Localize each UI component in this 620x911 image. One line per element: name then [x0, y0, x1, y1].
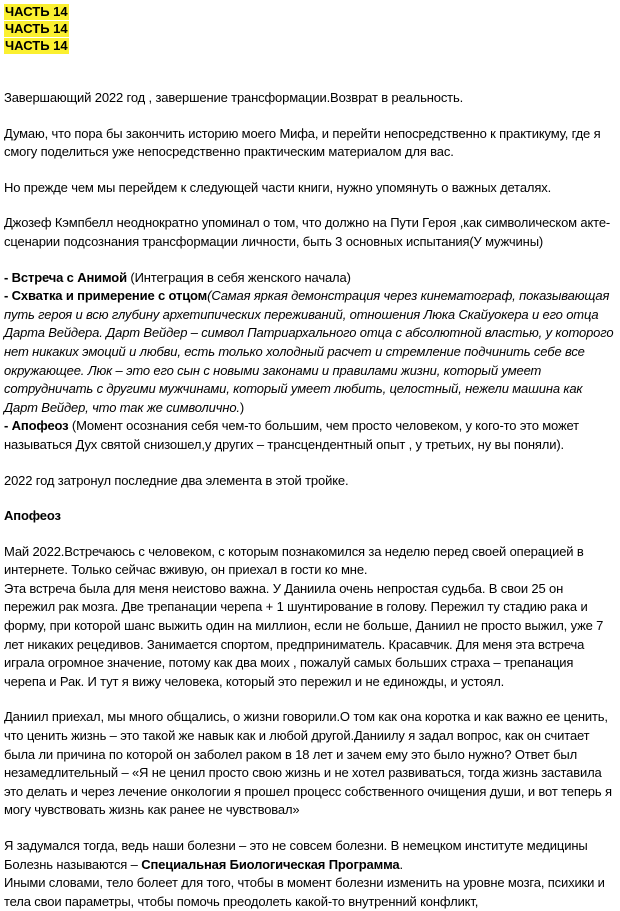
paragraph-campbell: Джозеф Кэмпбелл неоднократно упоминал о том, что должно на Пути Героя ,как символическом акте-сценарии подсознания трансформации личности, быть 3 основных испытания(У мужчины)	[4, 215, 611, 249]
trial-father: - Схватка и примерение с отцом(Самая яркая демонстрация через кинематограф, показывающая путь героя и всю глубину архетипических переживаний, отношения Люка Скайуокера и его отца Дарта Вейдера. Дарт Вейдер – символ Патриархального отца с абсолютной властью, у которого нет никаких эмоций и любви, есть только холодный расчет и стремление подчинить себе все окружающее. Люк – это его сын с новыми законами и правилами жизни, который умеет сотрудничать с другими мужчинами, который умеет любить, целостный, нежели машина как Дарт Вейдер, что так же символично.)	[4, 288, 614, 415]
paragraph-body: Иными словами, тело болеет для того, чтобы в момент болезни изменить на уровне мозга, психики и тела свои параметры, чтобы помочь преодолеть какой-то внутренний конфликт,	[4, 875, 605, 909]
part-headers	[4, 4, 616, 55]
special-program-term: Специальная Биологическая Программа	[141, 856, 400, 872]
paragraph-daniil: Эта встреча была для меня неистово важна. У Даниила очень непростая судьба. В свои 25 он пережил рак мозга. Две трепанации черепа + 1 шунтирование в голову. Пережил ту стадию рака и форму, при которой шанс выжить один на миллион, если не больше, Даниил не просто выжил, уже 7 лет никаких рецедивов. Занимается спортом, предприниматель. Красавчик. Для меня эта встреча играла огромное значение, потому как два моих , пожалуй самых больших страха – трепанация черепа и Рак. И тут я вижу человека, который это пережил и не единожды, и устоял.	[4, 580, 604, 689]
trial-apotheosis: - Апофеоз (Момент осознания себя чем-то большим, чем просто человеком, у кого-то это может называться Дух святой снизошел,у других – трансцендентный опыт , у третьих, ну вы поняли).	[4, 418, 579, 452]
paragraph-conversation: Даниил приехал, мы много общались, о жизни говорили.О том как она коротка и как важно ее ценить, что ценить жизнь – это такой же навык как и любой другой.Даниилу я задал вопрос, как он считает была ли причина по которой он заболел раком в 18 лет и зачем ему это было нужно? Ответ был незамедлительный – «Я не ценил просто свою жизнь и не хотел развиваться, тогда жизнь заставила это делать и через лечение онкологии я прошел процесс собственного очищения души, и вот теперь я могу чувствовать жизнь как ранее не чувствовал»	[4, 709, 612, 818]
trials-list	[4, 269, 616, 455]
paragraph-illness: Я задумался тогда, ведь наши болезни – это не совсем болезни. В немецком институте медицины Болезнь называются – Специальная Биологическая Программа.	[4, 838, 588, 872]
paragraph-may: Май 2022.Встречаюсь с человеком, с которым познакомился за неделю перед своей операцией в интернете. Только сейчас вживую, он приехал в гости ко мне.	[4, 543, 584, 578]
trial-father-description: (Самая яркая демонстрация через кинематограф, показывающая путь героя и всю глубину архетипических переживаний, отношения Люка Скайуокера и его отца Дарта Вейдера. Дарт Вейдер – символ Патриархального отца с абсолютной властью, у которого нет никаких эмоций и любви, есть только холодный расчет и стремление подчинить себе все окружающее. Люк – это его сын с новыми законами и правилами жизни, который умеет сотрудничать с другими мужчинами, который умеет любить, целостный, нежели машина как Дарт Вейдер, что так же символично.	[4, 288, 614, 415]
trial-apotheosis-title: Апофеоз	[11, 418, 69, 434]
part-header-1: ЧАСТЬ 14	[5, 4, 68, 19]
paragraph-intro: Завершающий 2022 год , завершение трансформации.Возврат в реальность.	[4, 90, 464, 105]
part-header-3: ЧАСТЬ 14	[5, 38, 68, 53]
trial-anima-title: Встреча с Анимой	[11, 269, 127, 285]
part-header-2: ЧАСТЬ 14	[5, 21, 68, 36]
trial-father-title: Схватка и примерение с отцом	[11, 288, 208, 304]
paragraph-details: Но прежде чем мы перейдем к следующей части книги, нужно упомянуть о важных деталях.	[4, 179, 552, 195]
paragraph-practicum: Думаю, что пора бы закончить историю моего Мифа, и перейти непосредственно к практикуму, где я смогу поделиться уже непосредственно практическим материалом для вас.	[4, 125, 601, 160]
section-title: Апофеоз	[4, 508, 61, 524]
paragraph-2022: 2022 год затронул последние два элемента в этой тройке.	[4, 472, 349, 488]
trial-anima: - Встреча с Анимой (Интеграция в себя женского начала)	[4, 269, 351, 285]
